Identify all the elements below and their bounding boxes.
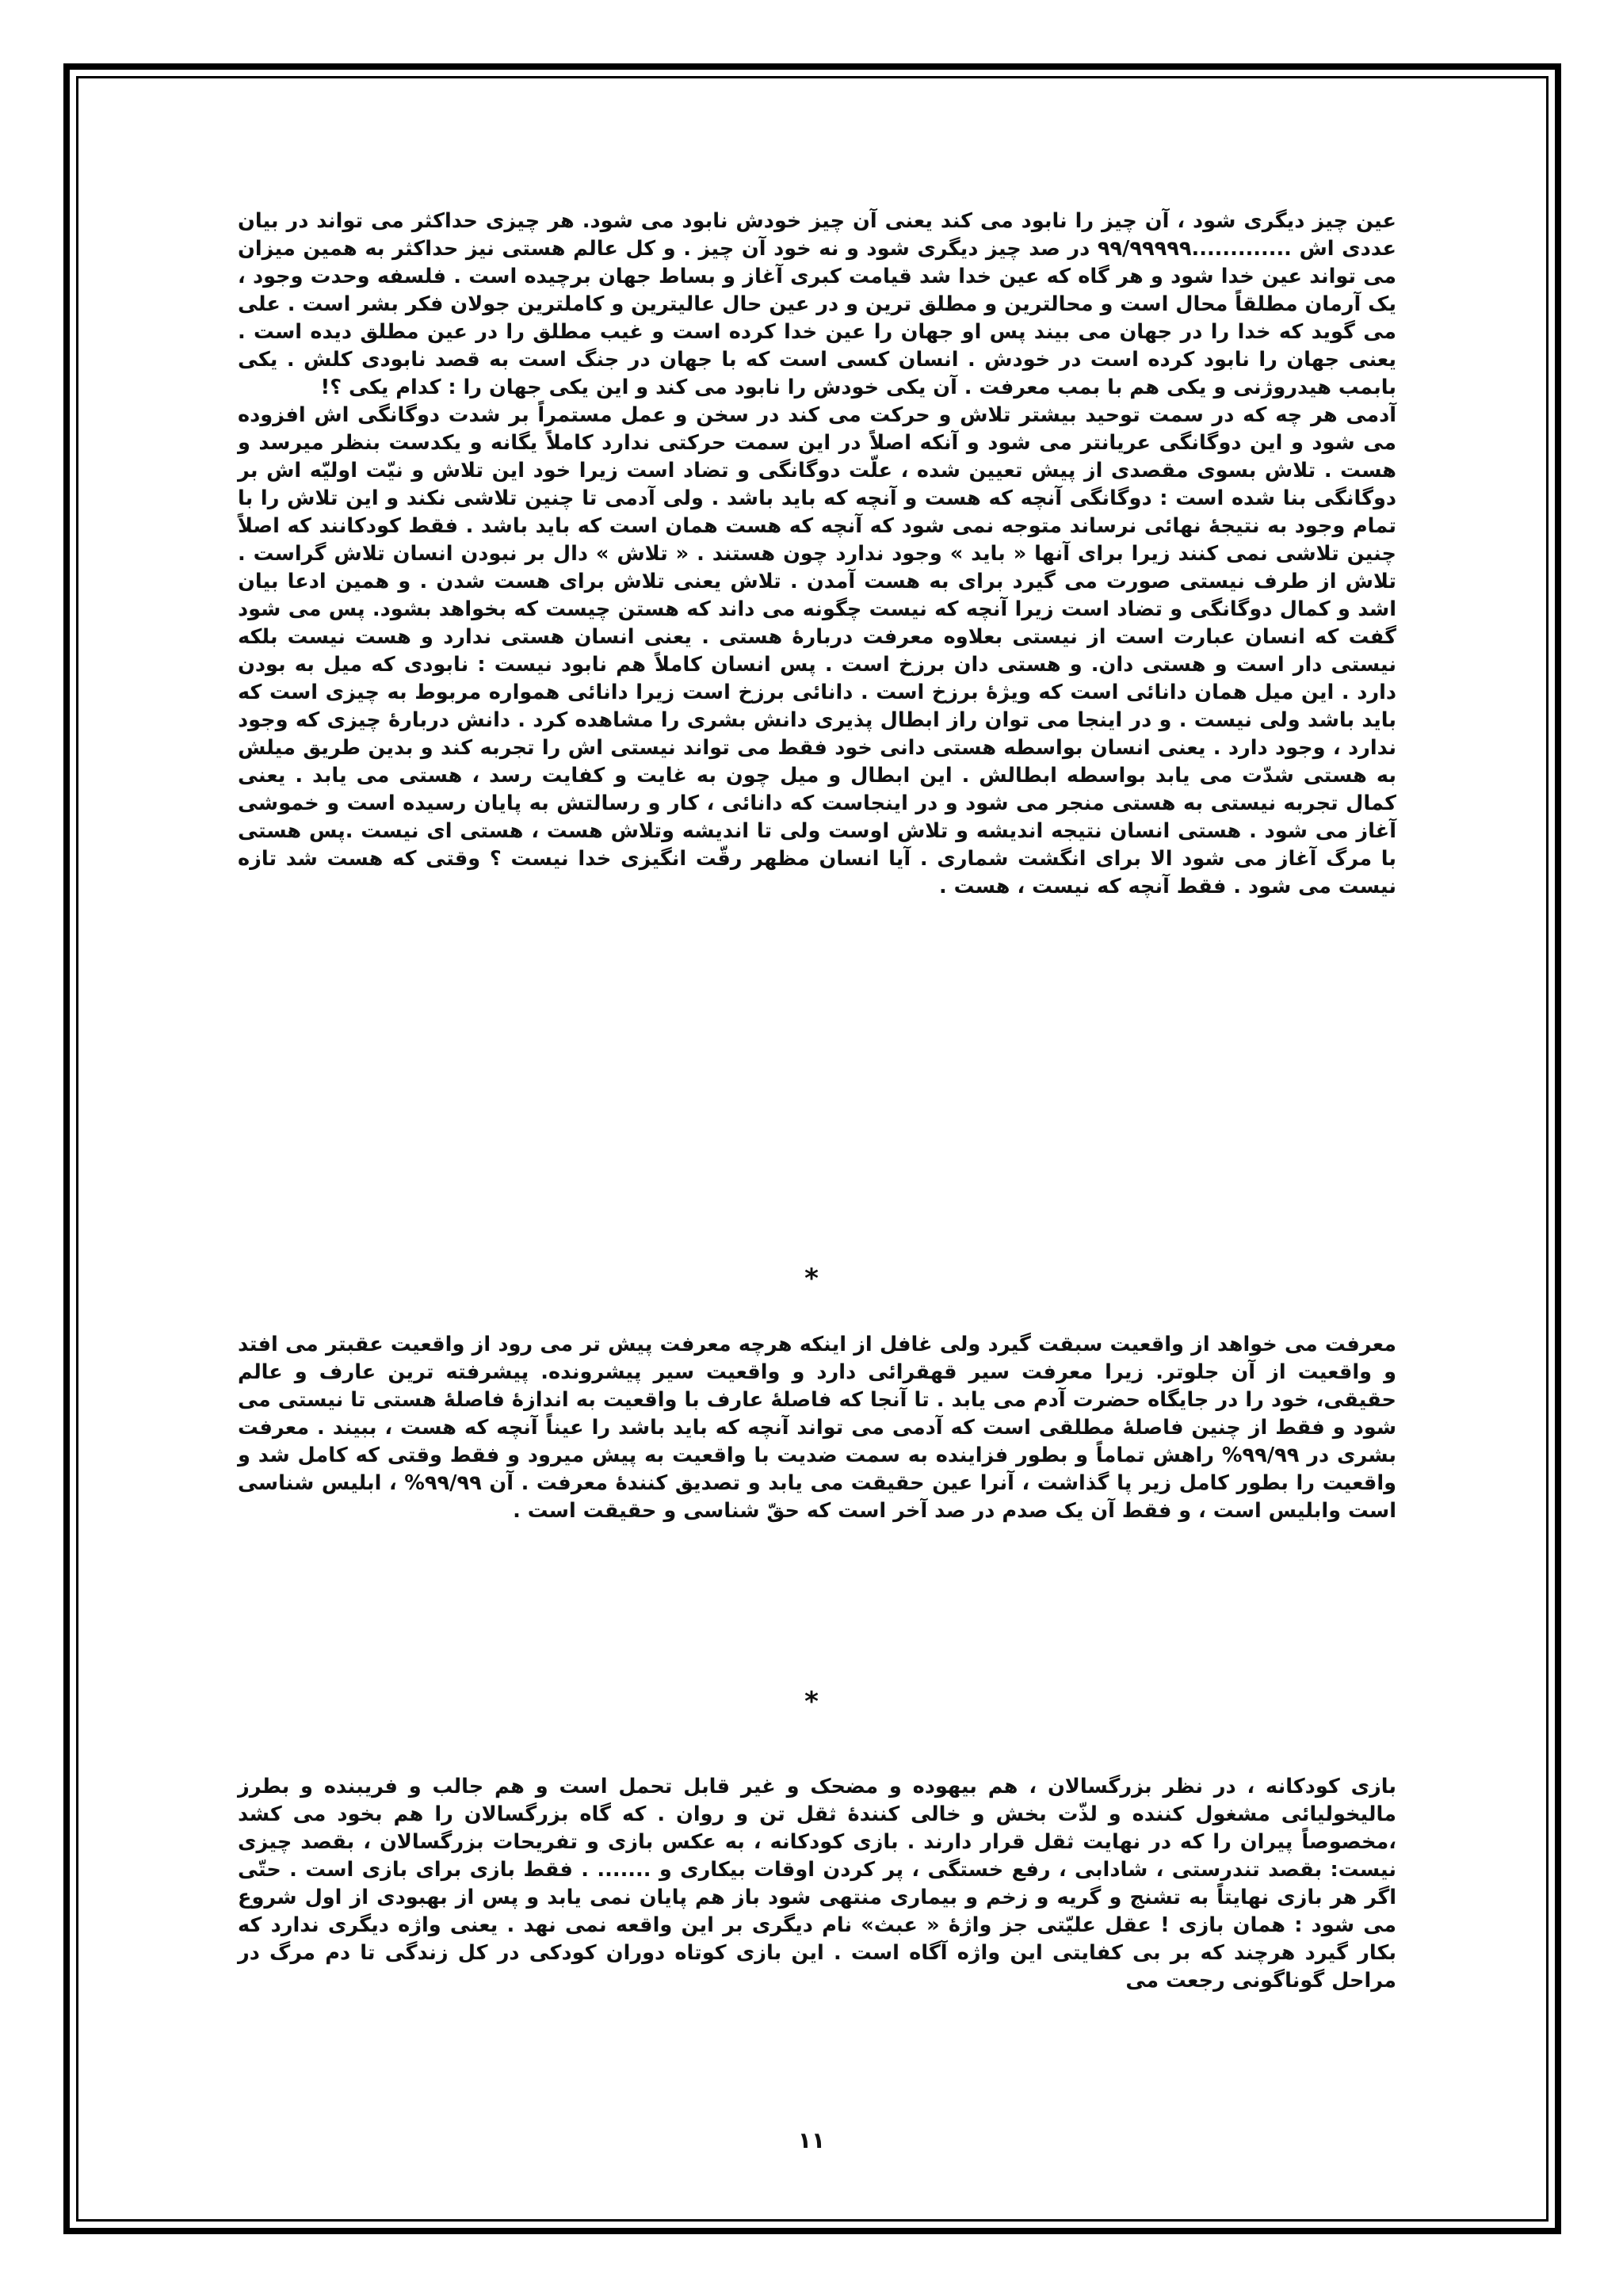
page-number: ۱۱ bbox=[797, 2127, 826, 2153]
paragraph: بازی کودکانه ، در نظر بزرگسالان ، هم بیهوده و مضحک و غیر قابل تحمل است و هم جالب و فریبنده و بطرز مالیخولیائی مشغول کننده و لذّت بخش و خالی کنندهٔ ثقل تن و روان . که گاه بزرگسالان را هم بخود می کشد ،مخصوصاً پیران را که در نهایت ثقل قرار دارند . بازی کودکانه ، به عکس بازی و تفریحات بزرگسالان ، بقصد چیزی نیست: بقصد تندرستی ، شادابی ، رفع خستگی ، پر کردن اوقات بیکاری و ....... . فقط بازی برای بازی است . حتّی اگر هر بازی نهایتاً به تشنج و گریه و زخم و بیماری منتهی شود باز هم پایان نمی یابد و پس از بهبودی از اول شروع می شود : همان بازی ! عقل علیّتی جز واژهٔ « عبث» نام دیگری بر این واقعه نمی نهد . یعنی واژه دیگری ندارد که بکار گیرد هرچند که بر بی کفایتی این واژه آگاه است . این بازی کوتاه دوران کودکی در کل زندگی تا دم مرگ در مراحل گوناگونی رجعت می bbox=[238, 1775, 1396, 1993]
text-section-1 bbox=[238, 208, 1396, 901]
text-section-3 bbox=[238, 1773, 1396, 1995]
paragraph: آدمی هر چه که در سمت توحید بیشتر تلاش و حرکت می کند در سخن و عمل مستمراً بر شدت دوگانگی اش افزوده می شود و این دوگانگی عریانتر می شود و آنکه اصلاً در این سمت حرکتی ندارد کاملاً یگانه و یکدست بنظر میرسد و هست . تلاش بسوی مقصدی از پیش تعیین شده ، علّت دوگانگی و تضاد است زیرا خود این تلاش و نیّت اولیّه اش بر دوگانگی بنا شده است : دوگانگی آنچه که هست و آنچه که باید باشد . ولی آدمی تا چنین تلاشی نکند و این تلاش را با تمام وجود به نتیجهٔ نهائی نرساند متوجه نمی شود که آنچه که هست همان است که باید باشد . فقط کودکانند که اصلاً چنین تلاشی نمی کنند زیرا برای آنها « باید » وجود ندارد چون هستند . « تلاش » دال بر نبودن انسان تلاش گراست . تلاش از طرف نیستی صورت می گیرد برای به هست آمدن . تلاش یعنی تلاش برای هست شدن . و همین ادعا بیان اشد و کمال دوگانگی و تضاد است زیرا آنچه که نیست چگونه می داند که هستن چیست که بخواهد بشود. پس می شود گفت که انسان عبارت است از نیستی بعلاوه معرفت دربارهٔ هستی . یعنی انسان هستی ندارد و هست نیست بلکه نیستی دار است و هستی دان. و هستی دان برزخ است . پس انسان کاملاً هم نابود نیست : نابودی که میل به بودن دارد . این میل همان دانائی است که ویژهٔ برزخ است . دانائی برزخ است زیرا دانائی همواره مربوط به چیزی است که باید باشد ولی نیست . و در اینجا می توان راز ابطال پذیری دانش بشری را مشاهده کرد . دانش دربارهٔ چیزی که وجود ندارد ، وجود دارد . یعنی انسان بواسطه هستی دانی خود فقط می تواند نیستی اش را تجربه کند و بدین طریق میلش به هستی شدّت می یابد بواسطه ابطالش . این ابطال و میل چون به غایت و کفایت رسد ، هستی می یابد . یعنی کمال تجربه نیستی به هستی منجر می شود و در اینجاست که دانائی ، کار و رسالتش به پایان رسیده است و خموشی آغاز می شود . هستی انسان نتیجه اندیشه و تلاش اوست ولی تا اندیشه وتلاش هست ، هستی ای نیست .پس هستی با مرگ آغاز می شود الا برای انگشت شماری . آیا انسان مظهر رقّت انگیزی خدا نیست ؟ وقتی که هست شد تازه نیست می شود . فقط آنچه که نیست ، هست . bbox=[238, 403, 1396, 898]
paragraph: معرفت می خواهد از واقعیت سبقت گیرد ولی غافل از اینکه هرچه معرفت پیش تر می رود از واقعیت عقبتر می افتد و واقعیت از آن جلوتر. زیرا معرفت سیر قهقرائی دارد و واقعیت سیر پیشرونده. پیشرفته ترین عارف و عالم حقیقی، خود را در جایگاه حضرت آدم می یابد . تا آنجا که فاصلهٔ عارف با واقعیت به اندازهٔ فاصلهٔ هستی تا نیستی می شود و فقط از چنین فاصلهٔ مطلقی است که آدمی می تواند آنچه که باید باشد را عیناً آنچه که هست ، ببیند . معرفت بشری در ۹۹/۹۹% راهش تماماً و بطور فزاینده به سمت ضدیت با واقعیت به پیش میرود و فقط وقتی که کامل شد و واقعیت را بطور کامل زیر پا گذاشت ، آنرا عین حقیقت می یابد و تصدیق کنندهٔ معرفت . آن ۹۹/۹۹% ، ابلیس شناسی است وابلیس است ، و فقط آن یک صدم در صد آخر است که حقّ شناسی و حقیقت است . bbox=[238, 1333, 1397, 1523]
text-section-2 bbox=[238, 1331, 1396, 1525]
paragraph: عین چیز دیگری شود ، آن چیز را نابود می کند یعنی آن چیز خودش نابود می شود. هر چیزی حداکثر می تواند در بیان عددی اش .............۹۹/۹۹۹۹۹ در صد چیز دیگری شود و نه خود آن چیز . و کل عالم هستی نیز حداکثر به همین میزان می تواند عین خدا شود و هر گاه که عین خدا شد قیامت کبری آغاز و بساط جهان برچیده است . فلسفه وحدت وجود ، یک آرمان مطلقاً محال است و محالترین و مطلق ترین و در عین حال عالیترین و کاملترین جولان فکر بشر است . علی می گوید که خدا را در جهان می بیند پس او جهان را عین خدا کرده است و غیب مطلق را در عین مطلق دیده است . یعنی جهان را نابود کرده است در خودش . انسان کسی است که با جهان در جنگ است به قصد نابودی کلش . یکی بابمب هیدروژنی و یکی هم با بمب معرفت . آن یکی خودش را نابود می کند و این یکی جهان را : کدام یکی ؟! bbox=[238, 209, 1396, 399]
section-separator: * bbox=[804, 1263, 819, 1295]
section-separator: * bbox=[804, 1686, 819, 1718]
